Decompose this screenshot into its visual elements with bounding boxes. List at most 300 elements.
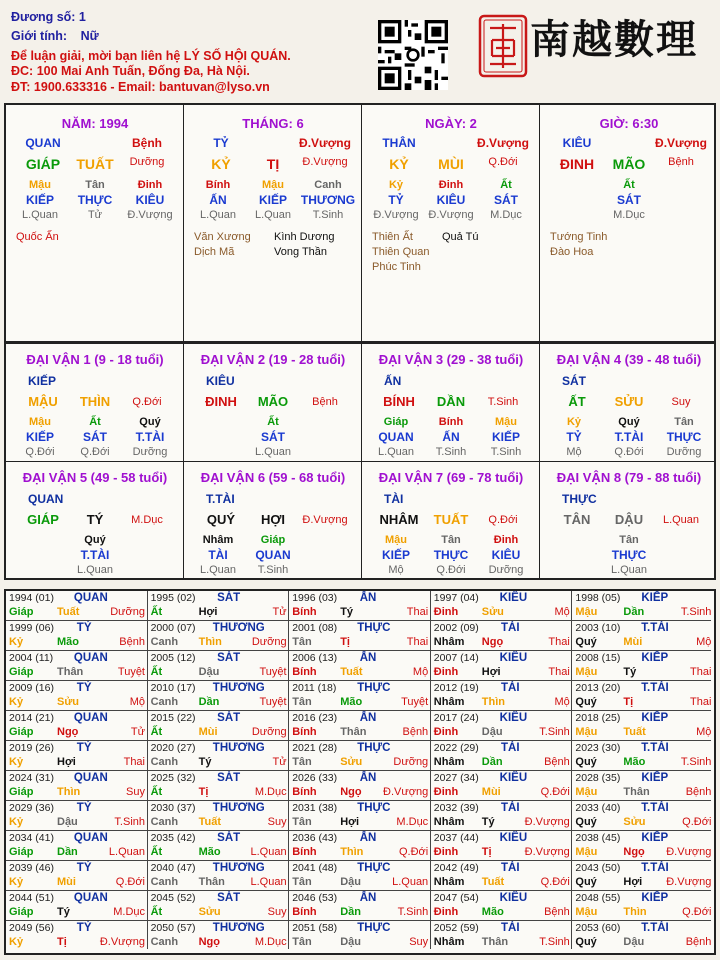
year-pillar [151,726,287,740]
year-branch: Tý [340,606,354,618]
year-stem: Quý [575,936,597,948]
pillar-stem-branch: ĐINH [559,156,595,172]
year-label: 2047 (54) [433,892,479,904]
dai-van-branch: SỬU [614,394,644,409]
year-pillar [292,846,428,860]
year-stem: Kỷ [9,816,24,828]
year-cell [431,591,573,621]
year-pillar [575,786,711,800]
hidden-stem: Ất [267,416,279,428]
year-ten-god: KIÊU [499,592,528,604]
year-cell [289,861,431,891]
year-header [151,832,287,846]
year-header [151,892,287,906]
year-stem: Mậu [575,906,598,918]
year-pillar [434,876,570,890]
dai-van-branch: THÌN [79,394,111,409]
dai-van-branch: DẬU [614,512,644,527]
year-ten-god: TỶ [76,922,92,934]
dai-van-ten-god: KIẾP [28,374,57,388]
year-stage: Q.Đới [540,786,570,798]
year-cell [289,921,431,949]
year-header [575,712,711,726]
year-branch: Thìn [198,636,222,648]
year-stem: Quý [575,636,597,648]
year-label: 2015 (22) [150,712,196,724]
hidden-stage: T.Sinh [435,446,467,458]
year-stem: Kỷ [9,756,24,768]
year-label: 2040 (47) [150,862,196,874]
pillar-stem-branch: KỶ [211,156,231,172]
year-pillar [575,756,711,770]
contact-phone-email: ĐT: 1900.633316 - Email: bantuvan@lyso.vn [11,80,270,94]
year-ten-god: THỰC [357,862,391,874]
year-pillar [292,906,428,920]
year-header [575,652,711,666]
year-stem: Giáp [9,666,34,678]
hidden-stage: M.Dục [613,209,645,221]
year-cell [6,771,148,801]
year-stage: Thai [689,696,711,708]
year-cell [148,861,290,891]
hidden-stem: Tân [674,416,694,428]
year-header [434,832,570,846]
year-pillar [434,666,570,680]
year-ten-god: KIÊU [499,772,528,784]
pillar-stem-branch: Bệnh [668,156,694,168]
year-branch: Dần [198,696,220,708]
year-stem: Đinh [433,786,459,798]
year-stem: Ất [150,666,163,678]
year-stage: Tuyệt [117,666,145,678]
year-stage: Thai [406,636,429,648]
year-ten-god: TÀI [501,862,520,874]
year-label: 2018 (25) [575,712,621,724]
hidden-ten-god: KIÊU [135,193,165,207]
year-label: 2051 (58) [292,922,338,934]
hidden-stem: Kỷ [388,179,404,191]
year-label: 2048 (55) [575,892,621,904]
year-stage: Dưỡng [393,756,429,768]
year-cell [6,591,148,621]
year-stem: Bính [292,906,317,918]
dai-van-ten-god: ẤN [384,374,402,388]
hidden-ten-god: KIẾP [258,193,288,207]
year-label: 1998 (05) [575,592,621,604]
year-ten-god: THỰC [357,922,391,934]
year-label: 2001 (08) [292,622,338,634]
year-stem: Tân [292,876,312,888]
year-cell [289,831,431,861]
year-branch: Mão [623,756,646,768]
year-header [292,862,428,876]
year-ten-god: SÁT [217,892,241,904]
year-stem: Giáp [9,786,34,798]
year-stem: Ất [150,786,163,798]
year-label: 1999 (06) [9,622,54,634]
year-pillar [151,696,287,710]
year-branch: Tý [623,666,637,678]
pillar-title: GIỜ: 6:30 [599,116,659,131]
shen-sha-star: Quả Tú [442,231,479,243]
shen-sha-star: Văn Xương [194,231,251,243]
year-stage: Đ.Vượng [666,846,711,858]
year-cell [431,741,573,771]
year-stem: Quý [575,876,597,888]
year-pillar [9,786,145,800]
hidden-stem: Tân [619,534,639,546]
year-header [151,802,287,816]
year-branch: Thân [481,936,509,948]
year-pillar [575,906,711,920]
four-pillars-grid [4,103,716,343]
year-stage: Mộ [554,696,570,708]
year-ten-god: SÁT [217,652,241,664]
dai-van-branch: TÝ [86,512,104,527]
year-branch: Sửu [340,756,363,768]
pillar-stem-branch: MÙI [438,156,464,172]
year-ten-god: TỶ [76,862,92,874]
year-ten-god: THỰC [357,742,391,754]
dai-van-stage: L.Quan [662,514,700,526]
hidden-ten-god: SÁT [261,430,285,444]
year-label: 2028 (35) [575,772,621,784]
pillar-cell [184,105,362,343]
year-cell [572,591,711,621]
year-pillar [9,906,145,920]
year-stage: Tử [272,756,287,768]
year-stage: Suy [267,816,287,828]
year-cell [572,861,711,891]
year-stem: Quý [575,756,597,768]
hidden-stem: Mậu [495,416,517,428]
year-stem: Canh [150,936,179,948]
year-label: 2026 (33) [292,772,338,784]
year-cell [6,801,148,831]
year-branch: Hợi [340,816,360,828]
year-stem: Quý [575,696,597,708]
year-stem: Nhâm [433,636,465,648]
year-stage: Bệnh [402,726,429,738]
hidden-stage: L.Quan [254,209,292,221]
hidden-stem: Nhâm [202,534,234,546]
year-header [434,922,570,936]
year-branch: Dần [57,846,78,858]
year-ten-god: THƯƠNG [212,802,265,814]
dai-van-title: ĐẠI VẬN 7 (69 - 78 tuổi) [378,470,524,485]
year-header [575,922,711,936]
year-pillar [434,816,570,830]
year-stage: Thai [548,666,570,678]
hidden-stem: Tân [441,534,461,546]
year-label: 2016 (23) [292,712,338,724]
pillar-stem-branch: GIÁP [25,156,61,172]
dai-van-cell [540,462,716,578]
hidden-ten-god: KIẾP [25,193,55,207]
year-ten-god: ẤN [359,772,377,784]
year-header [9,712,145,726]
year-cell [6,711,148,741]
year-stem: Bính [292,726,317,738]
hidden-stem: Ất [500,179,512,191]
year-stage: Q.Đới [682,816,711,828]
year-cell [431,861,573,891]
year-cell [148,831,290,861]
year-ten-god: TÀI [501,802,520,814]
year-branch: Hợi [623,876,643,888]
year-stage: Tử [130,726,145,738]
hidden-ten-god: KIÊU [436,193,466,207]
year-label: 2037 (44) [433,832,479,844]
year-header [434,892,570,906]
year-stage: T.Sinh [680,606,711,618]
year-stage: Đ.Vượng [99,936,145,948]
year-label: 2031 (38) [292,802,338,814]
pillar-ten-god: Đ.Vượng [477,136,529,150]
shen-sha-star: Phúc Tinh [372,261,421,273]
year-ten-god: SÁT [217,832,241,844]
year-stage: Đ.Vượng [524,816,570,828]
year-ten-god: KIẾP [641,592,669,604]
year-header [151,772,287,786]
hidden-ten-god: T.TÀI [80,548,110,562]
hidden-stage: Đ.Vượng [373,209,419,221]
hidden-ten-god: KIẾP [25,430,55,444]
year-pillar [575,606,711,620]
year-label: 2006 (13) [292,652,338,664]
year-cell [289,771,431,801]
year-header [151,622,287,636]
year-stem: Đinh [433,726,459,738]
shen-sha-star: Vong Thần [274,246,328,258]
hidden-stage: Tử [87,209,103,221]
year-stem: Nhâm [433,696,465,708]
year-pillar [292,726,428,740]
year-pillar [9,816,145,830]
hidden-ten-god: THỰC [433,548,469,562]
hidden-stage: L.Quan [76,564,114,576]
year-stage: L.Quan [250,876,287,888]
year-label: 2050 (57) [150,922,196,934]
year-header [9,742,145,756]
dai-van-ten-god: THỰC [562,492,597,506]
year-stage: Q.Đới [115,876,145,888]
pillar-ten-god: TỶ [213,136,229,150]
year-pillar [151,876,287,890]
year-branch: Dậu [340,876,361,888]
hidden-stage: Mộ [566,446,582,458]
hidden-stage: L.Quan [610,564,648,576]
year-cell [289,741,431,771]
year-pillar [434,906,570,920]
year-header [434,712,570,726]
hidden-stage: T.Sinh [257,564,289,576]
year-stage: Bệnh [544,756,570,768]
year-label: 2003 (10) [575,622,621,634]
dai-van-title: ĐẠI VẬN 2 (19 - 28 tuổi) [200,352,346,367]
year-pillar [292,606,428,620]
year-branch: Hợi [481,666,501,678]
year-label: 2009 (16) [9,682,54,694]
year-pillar [434,756,570,770]
year-stage: M.Dục [254,936,287,948]
year-branch: Sửu [623,816,646,828]
year-stage: Dưỡng [110,606,145,618]
year-stem: Đinh [433,846,459,858]
year-header [292,892,428,906]
year-label: 1996 (03) [292,592,338,604]
year-stage: Đ.Vượng [383,786,429,798]
year-label: 2034 (41) [9,832,54,844]
year-label: 2023 (30) [575,742,621,754]
year-branch: Ngọ [57,726,79,738]
hidden-ten-god: TÀI [208,548,228,562]
year-pillar [434,636,570,650]
year-pillar [434,606,570,620]
year-cell [6,651,148,681]
dai-van-title: ĐẠI VẬN 5 (49 - 58 tuổi) [22,470,168,485]
year-ten-god: T.TÀI [641,742,669,754]
pillar-stem-branch: Đ.Vượng [302,156,348,168]
year-stem: Tân [292,936,312,948]
year-branch: Tị [198,786,209,798]
year-branch: Hợi [198,606,218,618]
dai-van-ten-god: SÁT [562,374,586,388]
year-stem: Nhâm [433,756,465,768]
year-branch: Thìn [57,786,81,798]
year-label: 2052 (59) [433,922,479,934]
year-branch: Thân [340,726,367,738]
year-header [9,892,145,906]
year-pillar [9,846,145,860]
year-label: 2010 (17) [150,682,196,694]
hidden-ten-god: SÁT [617,193,641,207]
year-header [9,592,145,606]
year-stem: Kỷ [9,636,24,648]
year-label: 2033 (40) [575,802,621,814]
year-branch: Ngọ [198,936,220,948]
year-cell [289,591,431,621]
year-stage: Mộ [696,636,711,648]
pillar-title: NĂM: 1994 [61,116,129,131]
hidden-stem: Canh [314,179,342,191]
hidden-stem: Mậu [29,179,51,191]
year-ten-god: T.TÀI [641,922,669,934]
year-stage: Tuyệt [259,666,287,678]
dai-van-title: ĐẠI VẬN 8 (79 - 88 tuổi) [556,470,702,485]
year-branch: Mùi [623,636,643,648]
hidden-ten-god: ẤN [209,193,227,207]
hidden-stem: Mậu [29,416,51,428]
year-stage: Đ.Vượng [524,846,570,858]
hidden-ten-god: KIẾP [381,548,411,562]
year-cell [148,741,290,771]
year-header [151,682,287,696]
year-stage: Q.Đới [540,876,570,888]
year-cell [572,771,711,801]
year-pillar [292,666,428,680]
hidden-ten-god: SÁT [494,193,518,207]
dai-van-cell [6,462,184,578]
year-ten-god: TỶ [76,802,92,814]
year-label: 2038 (45) [575,832,621,844]
year-branch: Dần [623,606,645,618]
year-pillar [151,606,287,620]
year-stem: Canh [150,816,179,828]
year-pillar [151,936,287,949]
year-header [434,742,570,756]
year-stage: M.Dục [254,786,287,798]
year-label: 2044 (51) [9,892,54,904]
dai-van-stage: Q.Đới [132,396,162,408]
year-label: 2012 (19) [433,682,479,694]
year-header [575,862,711,876]
year-cell [431,621,573,651]
year-label: 2035 (42) [150,832,196,844]
year-header [9,802,145,816]
year-stage: Mộ [696,726,711,738]
year-cell [6,831,148,861]
year-pillar [292,786,428,800]
year-label: 1995 (02) [150,592,196,604]
year-header [292,772,428,786]
year-branch: Dần [481,756,503,768]
year-pillar [151,756,287,770]
gender-value: Nữ [80,29,99,43]
year-stage: L.Quan [392,876,429,888]
year-branch: Sửu [481,606,504,618]
year-branch: Mão [340,696,363,708]
year-stem: Giáp [9,846,34,858]
year-stem: Ất [150,846,163,858]
hidden-ten-god: THỰC [611,548,647,562]
year-header [575,832,711,846]
year-ten-god: T.TÀI [641,862,669,874]
year-branch: Ngọ [481,636,504,648]
shen-sha-star: Dịch Mã [194,246,235,258]
year-pillar [575,666,711,680]
year-pillar [9,936,145,949]
hidden-stage: Dưỡng [488,564,524,576]
year-stem: Canh [150,876,179,888]
year-branch: Tuất [57,606,80,618]
year-branch: Tị [623,696,634,708]
year-stem: Quý [575,816,597,828]
year-cell [289,681,431,711]
year-ten-god: TỶ [76,682,92,694]
year-stem: Mậu [575,666,598,678]
year-pillar [151,846,287,860]
year-stem: Kỷ [9,696,24,708]
contact-invite: Để luận giải, mời bạn liên hệ LÝ SỐ HỘI QUÁN. [11,49,291,63]
dai-van-stage: Q.Đới [488,514,518,526]
hidden-ten-god: KIẾP [491,430,521,444]
year-ten-god: QUAN [73,652,108,664]
year-stem: Canh [150,636,179,648]
year-header [292,802,428,816]
dai-van-ten-god: T.TÀI [206,492,235,506]
year-stage: Suy [267,906,287,918]
year-label: 2046 (53) [292,892,338,904]
year-header [9,862,145,876]
hidden-stem: Ất [623,179,635,191]
year-header [151,652,287,666]
year-pillar [575,816,711,830]
year-ten-god: ẤN [359,832,377,844]
year-header [434,802,570,816]
year-label: 2002 (09) [433,622,479,634]
year-stem: Giáp [9,726,34,738]
